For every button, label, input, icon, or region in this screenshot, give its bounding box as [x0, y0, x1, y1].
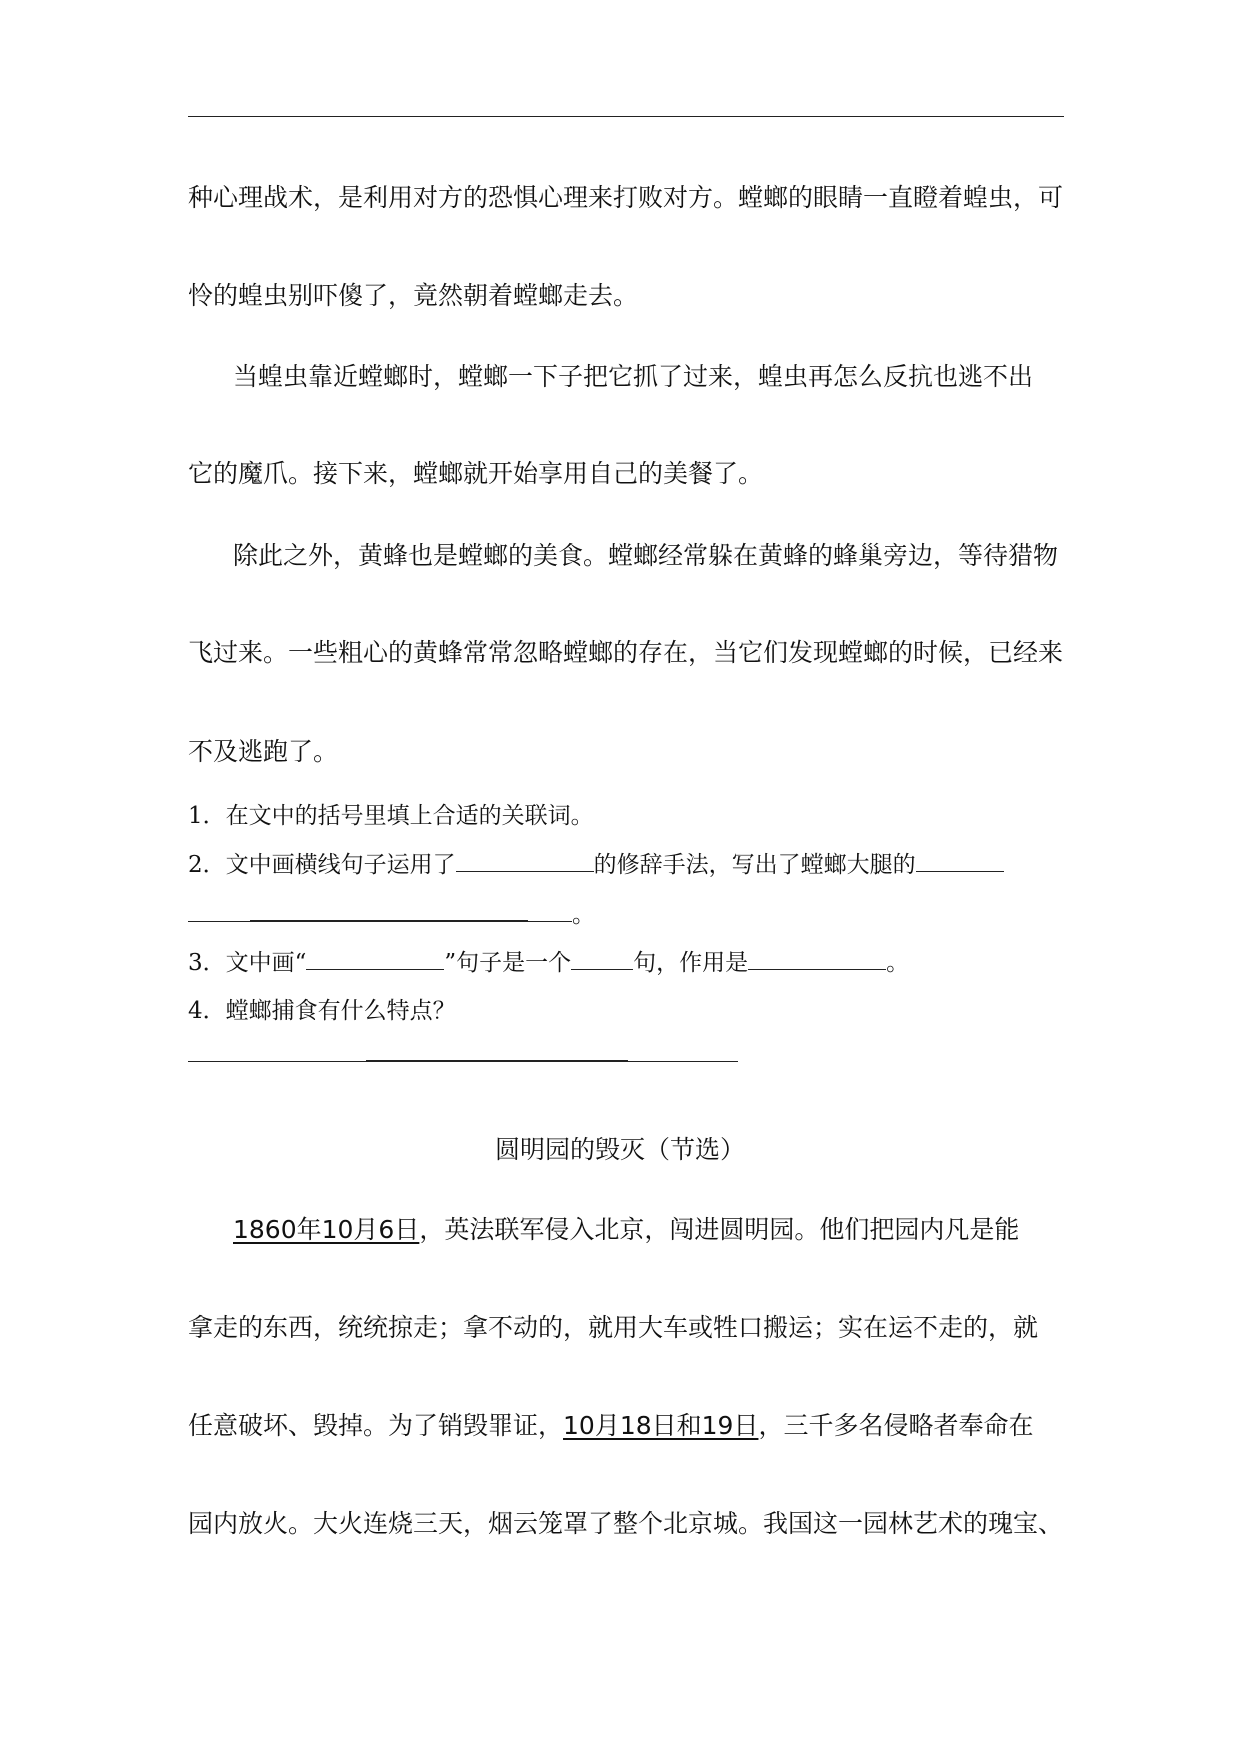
- answer-blank-thigh-cont-3[interactable]: [528, 899, 572, 922]
- passage2-line-3-a: 任意破坏、毁掉。为了销毁罪证，: [188, 1411, 564, 1440]
- answer-blank-sentence[interactable]: [306, 947, 444, 970]
- question-4: 4．螳螂捕食有什么特点？: [188, 998, 456, 1024]
- answer-blank-thigh-cont-1[interactable]: [188, 899, 250, 922]
- answer-blank-thigh-cont-2[interactable]: [250, 898, 528, 922]
- date-underlined-2: 10月18日和19日: [563, 1411, 759, 1440]
- date-underlined-1: 1860年10月6日: [233, 1215, 420, 1244]
- passage2-line-4: 园内放火。大火连烧三天，烟云笼罩了整个北京城。我国这一园林艺术的瑰宝、: [188, 1509, 1064, 1538]
- question-2-text-b: 的修辞手法，写出了螳螂大腿的: [593, 852, 916, 878]
- passage2-line-3-b: ，三千多名侵略者奉命在: [758, 1411, 1034, 1440]
- passage2-line-3: [188, 1411, 1033, 1441]
- question-3-text-c: 句，作用是: [633, 950, 749, 976]
- answer-blank-sentence-type[interactable]: [571, 947, 633, 970]
- passage1-line-7: 不及逃跑了。: [188, 737, 339, 766]
- question-1: 1．在文中的括号里填上合适的关联词。: [188, 803, 594, 829]
- passage1-line-5: 除此之外，黄蜂也是螳螂的美食。螳螂经常躲在黄蜂的蜂巢旁边，等待猎物: [233, 541, 1059, 570]
- question-2-text-a: 2．文中画横线句子运用了: [188, 852, 456, 878]
- answer-blank-function[interactable]: [748, 947, 886, 970]
- question-3-text-a: 3．文中画“: [188, 950, 307, 976]
- passage1-line-1: 种心理战术，是利用对方的恐惧心理来打败对方。螳螂的眼睛一直瞪着蝗虫，可: [188, 183, 1064, 212]
- passage2-line-2: 拿走的东西，统统掠走；拿不动的，就用大车或牲口搬运；实在运不走的，就: [188, 1313, 1039, 1342]
- answer-line-q4-1[interactable]: [188, 1061, 366, 1062]
- question-2-continuation: [188, 898, 595, 930]
- header-rule: [188, 116, 1064, 117]
- passage1-line-3: 当蝗虫靠近螳螂时，螳螂一下子把它抓了过来，蝗虫再怎么反抗也逃不出: [233, 362, 1034, 391]
- passage2-title: 圆明园的毁灭（节选）: [494, 1135, 745, 1164]
- question-3-end: 。: [886, 950, 910, 976]
- answer-line-q4-2[interactable]: [366, 1060, 628, 1062]
- answer-line-q4-3[interactable]: [628, 1061, 738, 1062]
- passage2-line-1-rest: ，英法联军侵入北京，闯进圆明园。他们把园内凡是能: [419, 1215, 1020, 1244]
- passage2-line-1: [233, 1215, 1019, 1245]
- answer-blank-thigh[interactable]: [916, 849, 1004, 872]
- question-3: [188, 947, 909, 978]
- question-2: [188, 849, 1004, 880]
- question-2-end: 。: [572, 902, 595, 928]
- answer-blank-rhetoric[interactable]: [456, 849, 594, 872]
- question-3-text-b: ”句子是一个: [444, 950, 572, 976]
- passage1-line-4: 它的魔爪。接下来，螳螂就开始享用自己的美餐了。: [188, 459, 764, 488]
- passage1-line-2: 怜的蝗虫别吓傻了，竟然朝着螳螂走去。: [188, 281, 639, 310]
- passage1-line-6: 飞过来。一些粗心的黄蜂常常忽略螳螂的存在，当它们发现螳螂的时候，已经来: [188, 638, 1064, 667]
